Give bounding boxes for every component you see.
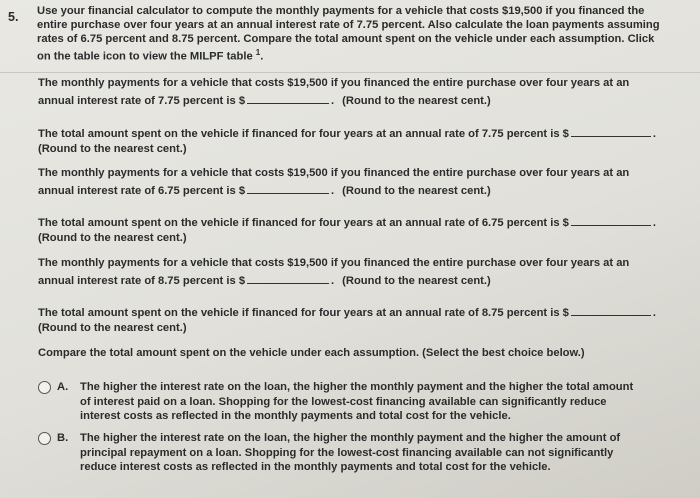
item-text: The monthly payments for a vehicle that costs $19,500 if you financed the entire purchase over four years at an annual interest rate of 7.75 percent is $	[38, 77, 630, 107]
footnote-link[interactable]: 1	[255, 48, 261, 57]
choice-a-radio[interactable]	[38, 381, 51, 394]
question-end: .	[260, 50, 264, 63]
item-suffix: .	[331, 185, 335, 197]
answer-input-monthly-8-75[interactable]	[247, 271, 329, 284]
item-text: The monthly payments for a vehicle that costs $19,500 if you financed the entire purchase over four years at an annual interest rate of 6.75 percent is $	[38, 167, 630, 197]
compare-prompt: Compare the total amount spent on the vehicle under each assumption. (Select the best choice below.)	[38, 347, 585, 359]
rounding-note: (Round to the nearest cent.)	[38, 232, 187, 244]
monthly-payment-6-75	[38, 166, 668, 199]
total-amount-7-75	[38, 124, 668, 157]
item-suffix: .	[331, 95, 335, 107]
choice-a-letter: A.	[57, 381, 69, 393]
choice-b-text: The higher the interest rate on the loan, the higher the monthly payment and the higher the amount of principal repayment on a loan. Shopping for the lowest-cost financing available can not significantly reduce interest costs as reflected in the monthly payments and total cost for the vehicle.	[80, 432, 621, 473]
answer-input-total-7-75[interactable]	[571, 124, 651, 137]
choice-a-text: The higher the interest rate on the loan, the higher the monthly payment and the higher the total amount of interest paid on a loan. Shopping for the lowest-cost financing available can significantly reduce interest costs as reflected in the monthly payments and total cost for the vehicle.	[80, 381, 634, 422]
choice-b[interactable]	[38, 431, 648, 477]
answer-input-total-8-75[interactable]	[571, 303, 651, 316]
total-amount-6-75	[38, 213, 668, 246]
choice-b-letter: B.	[57, 432, 69, 444]
rounding-note: (Round to the nearest cent.)	[342, 185, 491, 197]
total-amount-8-75	[38, 303, 668, 336]
monthly-payment-8-75	[38, 256, 668, 289]
choice-b-radio[interactable]	[38, 432, 51, 445]
section-divider	[0, 72, 700, 73]
item-suffix: .	[331, 275, 335, 287]
item-text: The monthly payments for a vehicle that costs $19,500 if you financed the entire purchase over four years at an annual interest rate of 8.75 percent is $	[38, 257, 630, 287]
answer-input-monthly-7-75[interactable]	[247, 91, 329, 104]
item-text: The total amount spent on the vehicle if financed for four years at an annual rate of 8.75 percent is $	[38, 307, 569, 319]
item-suffix: .	[652, 128, 657, 140]
monthly-payment-7-75	[38, 76, 668, 109]
item-suffix: .	[652, 307, 657, 319]
rounding-note: (Round to the nearest cent.)	[342, 275, 491, 287]
question-text: Use your financial calculator to compute the monthly payments for a vehicle that costs $19,500 if you financed the entire purchase over four years at an annual interest rate of 7.75 percent. Also calculate the loan payments assuming rates of 6.75 percent and 8.75 percent. Compare the total amount spent on the vehicle under each assumption. Click on the table icon to view the MILPF table	[37, 5, 660, 63]
answer-input-monthly-6-75[interactable]	[247, 181, 329, 194]
item-text: The total amount spent on the vehicle if financed for four years at an annual rate of 7.75 percent is $	[38, 128, 569, 140]
question-number: 5.	[8, 10, 19, 24]
rounding-note: (Round to the nearest cent.)	[342, 95, 491, 107]
item-text: The total amount spent on the vehicle if financed for four years at an annual rate of 6.75 percent is $	[38, 217, 569, 229]
rounding-note: (Round to the nearest cent.)	[38, 143, 187, 155]
question-prompt	[37, 4, 665, 64]
choice-a[interactable]	[38, 380, 648, 426]
rounding-note: (Round to the nearest cent.)	[38, 322, 187, 334]
answer-input-total-6-75[interactable]	[571, 213, 651, 226]
item-suffix: .	[652, 217, 657, 229]
